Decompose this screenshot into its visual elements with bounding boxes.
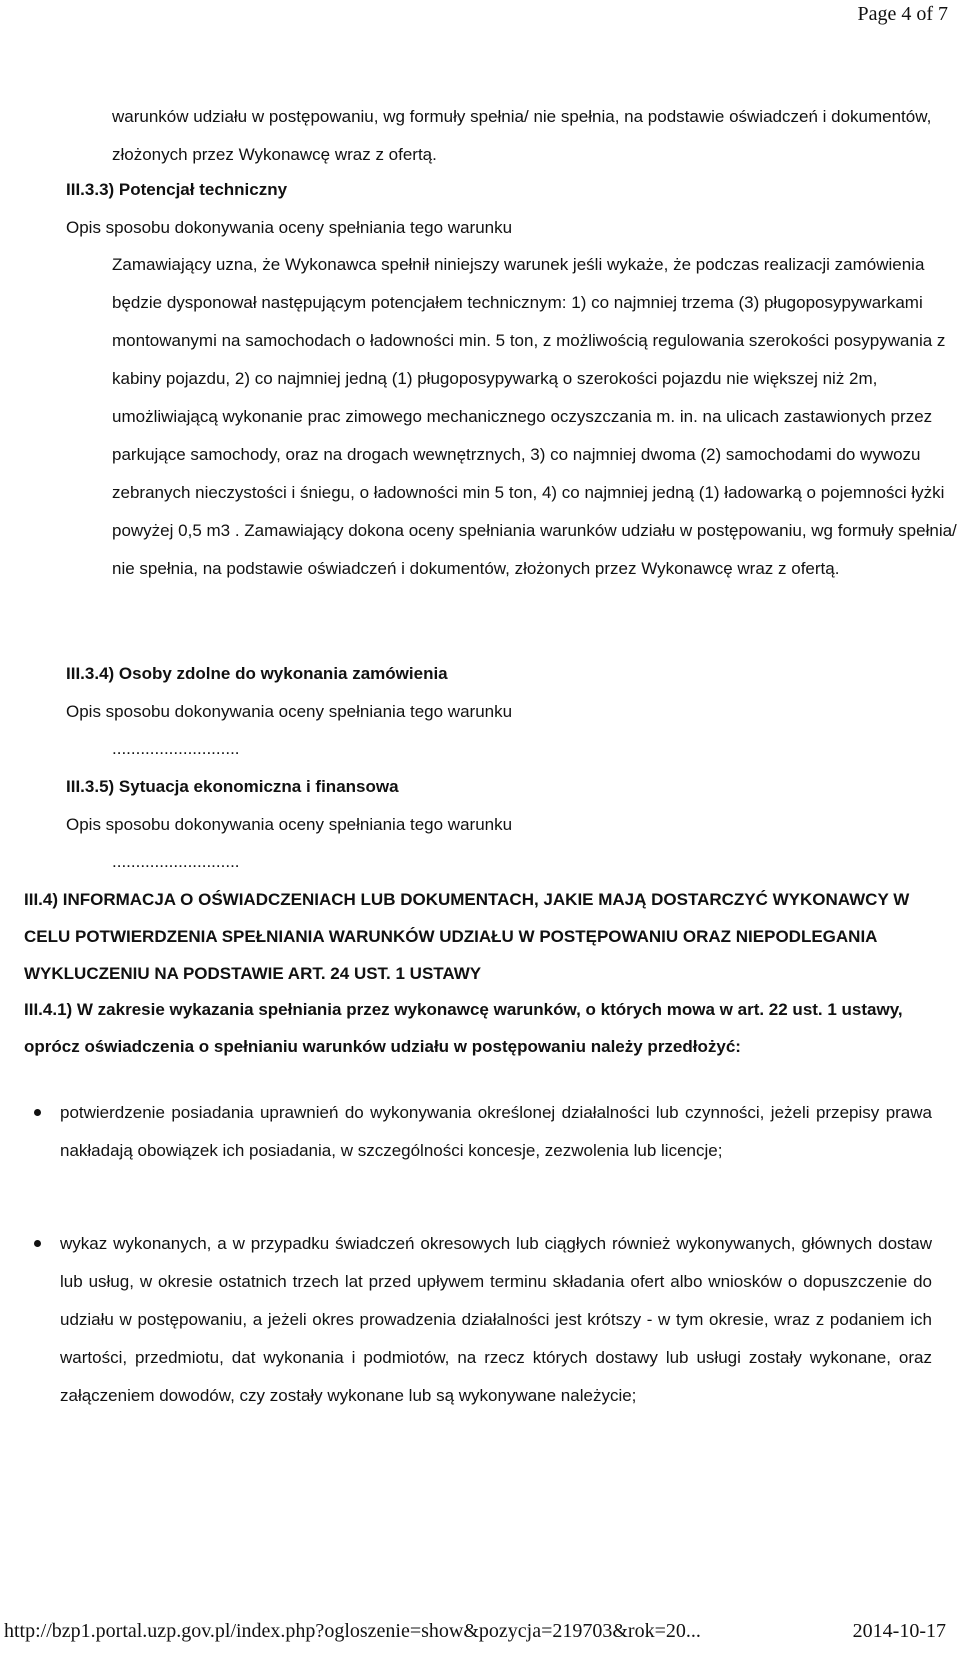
section-3-3-5-subheading: Opis sposobu dokonywania oceny spełniania tego warunku (66, 815, 513, 834)
section-3-3-5-placeholder: ........................... (112, 852, 240, 871)
section-3-3-5-heading: III.3.5) Sytuacja ekonomiczna i finansowa (66, 777, 399, 796)
section-3-3-4-subheading: Opis sposobu dokonywania oceny spełniania tego warunku (66, 702, 513, 721)
section-3-4-1-heading: III.4.1) W zakresie wykazania spełniania przez wykonawcę warunków, o których mowa w art. 22 ust. 1 ustawy, oprócz oświadczenia o spełnianiu warunków udziału w postępowaniu należy przedłożyć: (24, 1000, 903, 1056)
list-item-text: wykaz wykonanych, a w przypadku świadczeń okresowych lub ciągłych również wykonywanych, głównych dostaw lub usług, w okresie ostatnich trzech lat przed upływem terminu składania ofert albo wniosków o dopuszczenie do udziału w postępowaniu, a jeżeli okres prowadzenia działalności jest krótszy - w tym okresie, wraz z podaniem ich wartości, przedmiotu, dat wykonania i podmiotów, na rzecz których dostawy lub usługi zostały wykonane, oraz załączeniem dowodów, czy zostały wykonane lub są wykonywane należycie; (60, 1234, 932, 1405)
section-3-3-4-heading: III.3.4) Osoby zdolne do wykonania zamówienia (66, 664, 448, 683)
bullet-icon (34, 1109, 41, 1116)
bullet-icon (34, 1240, 41, 1247)
intro-paragraph: warunków udziału w postępowaniu, wg formuły spełnia/ nie spełnia, na podstawie oświadczeń i dokumentów, złożonych przez Wykonawcę wraz z ofertą. (112, 107, 932, 164)
page-number: Page 4 of 7 (857, 3, 948, 25)
section-3-3-3-heading: III.3.3) Potencjał techniczny (66, 180, 288, 199)
list-item (24, 1094, 932, 1170)
section-3-3-3-text: Zamawiający uzna, że Wykonawca spełnił niniejszy warunek jeśli wykaże, że podczas realizacji zamówienia będzie dysponował następującym potencjałem technicznym: 1) co najmniej trzema (3) pługoposypywarkami montowanymi na samochodach o ładowności min. 5 ton, z możliwością regulowania szerokości posypywania z kabiny pojazdu, 2) co najmniej jedną (1) pługoposypywarką o szerokości pojazdu nie większej niż 2m, umożliwiającą wykonanie prac zimowego mechanicznego oczyszczania m. in. na ulicach zastawionych przez parkujące samochody, oraz na drogach wewnętrznych, 3) co najmniej dwoma (2) samochodami do wywozu zebranych nieczystości i śniegu, o ładowności min 5 ton, 4) co najmniej jedną (1) ładowarką o pojemności łyżki powyżej 0,5 m3 . Zamawiający dokona oceny spełniania warunków udziału w postępowaniu, wg formuły spełnia/ nie spełnia, na podstawie oświadczeń i dokumentów, złożonych przez Wykonawcę wraz z ofertą. (112, 255, 957, 578)
list-item-text: potwierdzenie posiadania uprawnień do wykonywania określonej działalności lub czynności, jeżeli przepisy prawa nakładają obowiązek ich posiadania, w szczególności koncesje, zezwolenia lub licencje; (60, 1103, 932, 1160)
section-3-3-4-placeholder: ........................... (112, 739, 240, 758)
list-item (24, 1225, 932, 1415)
footer-url: http://bzp1.portal.uzp.gov.pl/index.php?ogloszenie=show&pozycja=219703&rok=20... (4, 1620, 701, 1642)
section-3-4-heading: III.4) INFORMACJA O OŚWIADCZENIACH LUB DOKUMENTACH, JAKIE MAJĄ DOSTARCZYĆ WYKONAWCY W CELU POTWIERDZENIA SPEŁNIANIA WARUNKÓW UDZIAŁU W POSTĘPOWANIU ORAZ NIEPODLEGANIA WYKLUCZENIU NA PODSTAWIE ART. 24 UST. 1 USTAWY (24, 890, 910, 983)
footer-date: 2014-10-17 (852, 1620, 946, 1642)
section-3-3-3-subheading: Opis sposobu dokonywania oceny spełniania tego warunku (66, 218, 513, 237)
